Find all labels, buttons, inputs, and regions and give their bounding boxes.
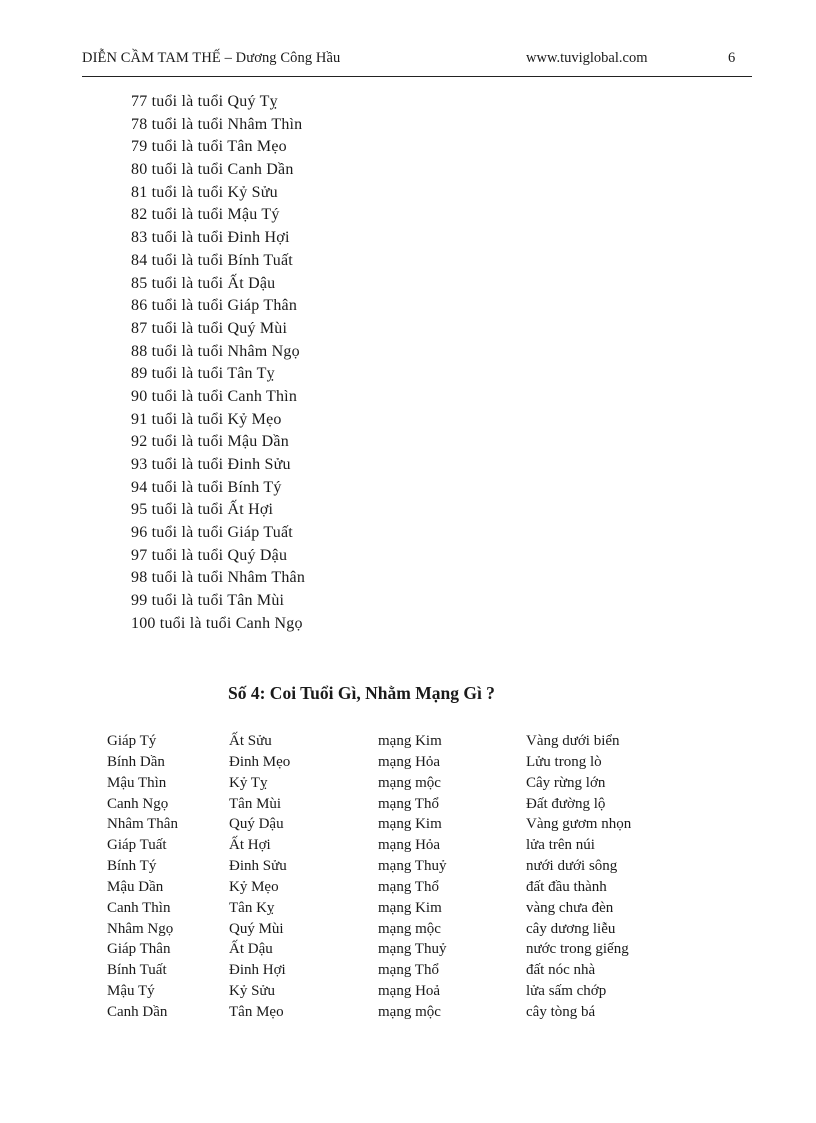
menh-description: cây dương liễu: [526, 920, 616, 937]
can-chi-year-2: Đinh Hợi: [229, 962, 286, 979]
menh-description: Cây rừng lớn: [526, 774, 606, 791]
list-item: 96 tuổi là tuổi Giáp Tuất: [131, 524, 293, 542]
list-item: 98 tuổi là tuổi Nhâm Thân: [131, 569, 306, 587]
menh-element: mạng Hỏa: [378, 753, 441, 770]
menh-description: Đất đường lộ: [526, 795, 606, 812]
list-item: 80 tuổi là tuổi Canh Dần: [131, 161, 294, 179]
menh-element: mạng mộc: [378, 920, 441, 937]
can-chi-year-2: Kỷ Mẹo: [229, 878, 279, 895]
menh-description: nước trong giếng: [526, 941, 629, 958]
can-chi-year-2: Ất Hợi: [229, 837, 271, 854]
menh-element: mạng Thuỷ: [378, 858, 447, 875]
table-row: [107, 877, 676, 898]
list-item: 84 tuổi là tuổi Bính Tuất: [131, 251, 293, 269]
can-chi-year-2: Ất Dậu: [229, 941, 273, 958]
can-chi-year-1: Bính Tuất: [107, 962, 167, 979]
menh-description: vàng chưa đèn: [526, 899, 614, 916]
list-item: 88 tuổi là tuổi Nhâm Ngọ: [131, 342, 300, 360]
can-chi-year-2: Kỷ Tỵ: [229, 774, 268, 791]
list-item: 82 tuổi là tuổi Mậu Tý: [131, 206, 280, 224]
menh-element: mạng Thổ: [378, 962, 439, 979]
list-item: 94 tuổi là tuổi Bính Tý: [131, 478, 282, 496]
list-item: 78 tuổi là tuổi Nhâm Thìn: [131, 115, 303, 133]
age-list: [131, 91, 305, 636]
menh-element: mạng Kim: [378, 733, 442, 749]
can-chi-year-2: Đinh Sửu: [229, 858, 287, 875]
can-chi-year-2: Tân Mùi: [229, 795, 282, 812]
page-header: [82, 46, 752, 77]
list-item: 83 tuổi là tuổi Đinh Hợi: [131, 229, 290, 247]
table-row: [107, 981, 676, 1002]
can-chi-year-1: Canh Dần: [107, 1003, 168, 1020]
menh-description: cây tòng bá: [526, 1003, 596, 1020]
menh-element: mạng Thuỷ: [378, 941, 447, 958]
can-chi-year-2: Đinh Mẹo: [229, 753, 291, 770]
table-row: [107, 960, 676, 981]
list-item: 85 tuổi là tuổi Ất Dậu: [131, 274, 276, 292]
can-chi-year-1: Nhâm Ngọ: [107, 920, 174, 937]
table-row: [107, 1002, 676, 1023]
can-chi-year-2: Kỷ Sửu: [229, 983, 276, 1000]
table-row: [107, 919, 676, 940]
list-item: 97 tuổi là tuổi Quý Dậu: [131, 546, 288, 564]
document-title: DIỄN CẦM TAM THẾ – Dương Công Hầu: [82, 50, 341, 66]
list-item: 95 tuổi là tuổi Ất Hợi: [131, 501, 274, 519]
can-chi-year-2: Quý Dậu: [229, 816, 284, 833]
list-item: 79 tuổi là tuổi Tân Mẹo: [131, 138, 287, 156]
can-chi-year-1: Mậu Dần: [107, 878, 164, 895]
table-row: [107, 731, 676, 752]
can-chi-year-2: Tân Mẹo: [229, 1003, 284, 1020]
list-item: 89 tuổi là tuổi Tân Tỵ: [131, 365, 275, 383]
menh-element: mạng Thổ: [378, 795, 439, 812]
can-chi-year-1: Giáp Tuất: [107, 837, 167, 854]
menh-description: Lửu trong lò: [526, 753, 602, 770]
list-item: 87 tuổi là tuổi Quý Mùi: [131, 319, 288, 337]
menh-element: mạng Hỏa: [378, 837, 441, 854]
menh-description: nưới dưới sông: [526, 858, 618, 875]
can-chi-year-1: Canh Ngọ: [107, 795, 169, 812]
list-item: 100 tuổi là tuổi Canh Ngọ: [131, 614, 303, 632]
table-row: [107, 752, 676, 773]
list-item: 86 tuổi là tuổi Giáp Thân: [131, 297, 298, 315]
menh-description: đất nóc nhà: [526, 962, 596, 979]
list-item: 92 tuổi là tuổi Mậu Dần: [131, 433, 289, 451]
menh-description: lửa trên núi: [526, 837, 595, 854]
can-chi-year-1: Mậu Tý: [107, 983, 155, 1000]
can-chi-year-1: Bính Dần: [107, 753, 165, 770]
menh-description: Vàng gươm nhọn: [526, 816, 632, 833]
can-chi-year-1: Bính Tý: [107, 858, 157, 875]
table-row: [107, 794, 676, 815]
list-item: 77 tuổi là tuổi Quý Tỵ: [131, 93, 278, 110]
can-chi-year-1: Giáp Tý: [107, 733, 157, 749]
can-chi-year-1: Canh Thìn: [107, 899, 171, 916]
menh-element: mạng mộc: [378, 1003, 441, 1020]
website-url: www.tuviglobal.com: [526, 50, 648, 66]
table-row: [107, 773, 676, 794]
menh-table: [107, 731, 676, 1023]
list-item: 90 tuổi là tuổi Canh Thìn: [131, 387, 298, 405]
menh-description: Vàng dưới biển: [526, 733, 620, 749]
menh-element: mạng Thổ: [378, 878, 439, 895]
menh-element: mạng Kim: [378, 899, 442, 916]
menh-element: mạng Kim: [378, 816, 442, 833]
section-title: Số 4: Coi Tuổi Gì, Nhằm Mạng Gì ?: [228, 683, 495, 703]
can-chi-year-1: Giáp Thân: [107, 941, 171, 958]
list-item: 99 tuổi là tuổi Tân Mùi: [131, 592, 285, 610]
menh-description: đất đầu thành: [526, 878, 607, 895]
menh-description: lửa sấm chớp: [526, 983, 607, 1000]
table-row: [107, 835, 676, 856]
list-item: 93 tuổi là tuổi Đinh Sửu: [131, 456, 291, 473]
table-row: [107, 856, 676, 877]
menh-element: mạng mộc: [378, 774, 441, 791]
can-chi-year-2: Ất Sửu: [229, 733, 272, 749]
table-row: [107, 898, 676, 919]
can-chi-year-2: Tân Kỵ: [229, 899, 275, 916]
page-number: 6: [728, 50, 736, 66]
list-item: 81 tuổi là tuổi Kỷ Sửu: [131, 183, 278, 201]
menh-element: mạng Hoả: [378, 983, 441, 1000]
table-row: [107, 814, 676, 835]
table-row: [107, 939, 676, 960]
list-item: 91 tuổi là tuổi Kỷ Mẹo: [131, 410, 282, 428]
can-chi-year-2: Quý Mùi: [229, 920, 284, 937]
can-chi-year-1: Mậu Thìn: [107, 774, 167, 791]
can-chi-year-1: Nhâm Thân: [107, 816, 178, 833]
